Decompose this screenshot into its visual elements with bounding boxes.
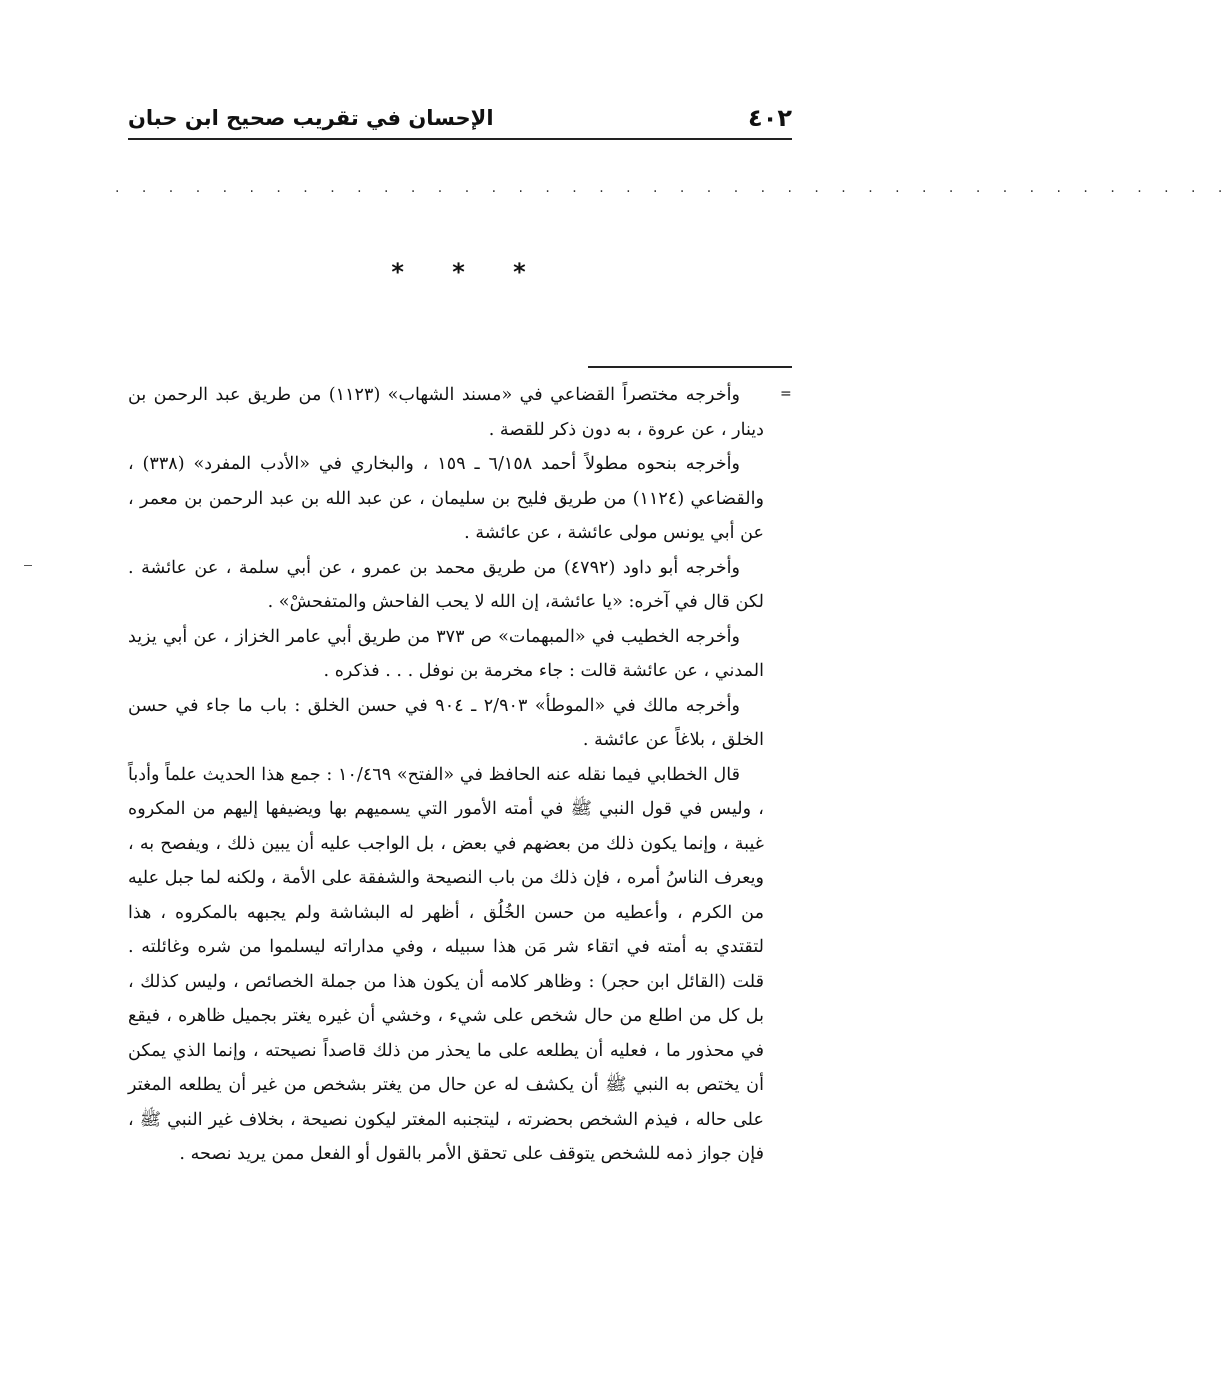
footnote-paragraph: وأخرجه مختصراً القضاعي في «مسند الشهاب» (١١٢٣) من طريق عبد الرحمن بن دينار ، عن عروة ، به دون ذكر للقصة . [128, 385, 764, 440]
page-number: ٤٠٢ [748, 104, 792, 132]
footnote-paragraph: وأخرجه الخطيب في «المبهمات» ص ٣٧٣ من طريق أبي عامر الخزاز ، عن أبي يزيد المدني ، عن عائشة قالت : جاء مخرمة بن نوفل . . . فذكره . [128, 626, 764, 681]
footnote-rule [588, 366, 792, 368]
footnote-body [128, 378, 764, 1172]
footnote-paragraph: قال الخطابي فيما نقله عنه الحافظ في «الفتح» ١٠/٤٦٩ : جمع هذا الحديث علماً وأدباً ، وليس في قول النبي ﷺ في أمته الأمور التي يسميهم بها ويضيفها إليهم من المكروه غيبة ، وإنما يكون ذلك من بعضهم في بعض ، بل الواجب عليه أن يبين ذلك ، ويفصح به ، ويعرف الناسُ أمره ، فإن ذلك من باب النصيحة والشفقة على الأمة ، ولكنه لما جبل عليه من الكرم ، وأعطيه من حسن الخُلُق ، أظهر له البشاشة ولم يجبهه بالمكروه ، هذا لتقتدي به أمته في اتقاء شر مَن هذا سبيله ، وفي مداراته ليسلموا من شره وغائلته . قلت (القائل ابن حجر) : وظاهر كلامه أن يكون هذا من جملة الخصائص ، وليس كذلك ، بل كل من اطلع من حال شخص على شيء ، وخشي أن غيره يغتر بجميل ظاهره ، فيقع في محذور ما ، فعليه أن يطلعه على ما يحذر من ذلك قاصداً نصيحته ، وإنما الذي يمكن أن يختص به النبي ﷺ أن يكشف له عن حال من يغتر بشخص من غير أن يطلعه المغتر على حاله ، فيذم الشخص بحضرته ، ليتجنبه المغتر ليكون نصيحة ، بخلاف غير النبي ﷺ ، فإن جواز ذمه للشخص يتوقف على تحقق الأمر بالقول أو الفعل ممن يريد نصحه . [128, 764, 764, 1164]
book-title: الإحسان في تقريب صحيح ابن حبان [128, 106, 494, 130]
running-header [128, 104, 792, 138]
margin-mark [24, 565, 32, 566]
section-separator: * * * [391, 258, 546, 286]
footnote-continuation-marker: = [780, 386, 792, 402]
footnote-paragraph: وأخرجه أبو داود (٤٧٩٢) من طريق محمد بن عمرو ، عن أبي سلمة ، عن عائشة . لكن قال في آخره: «يا عائشة، إن الله لا يحب الفاحش والمتفحشْ» . [128, 557, 764, 612]
footnote-paragraph: وأخرجه مالك في «الموطأ» ٢/٩٠٣ ـ ٩٠٤ في حسن الخلق : باب ما جاء في حسن الخلق ، بلاغاً عن عائشة . [128, 695, 764, 750]
footnote-paragraph: وأخرجه بنحوه مطولاً أحمد ٦/١٥٨ ـ ١٥٩ ، والبخاري في «الأدب المفرد» (٣٣٨) ، والقضاعي (١١٢٤) من طريق فليح بن سليمان ، عن عبد الله بن عبد الرحمن بن معمر ، عن أبي يونس مولى عائشة ، عن عائشة . [128, 454, 764, 543]
dotted-continuation-line: . . . . . . . . . . . . . . . . . . . . . . . . . . . . . . . . . . . . . . . . . . [115, 180, 1231, 196]
header-rule [128, 138, 792, 140]
